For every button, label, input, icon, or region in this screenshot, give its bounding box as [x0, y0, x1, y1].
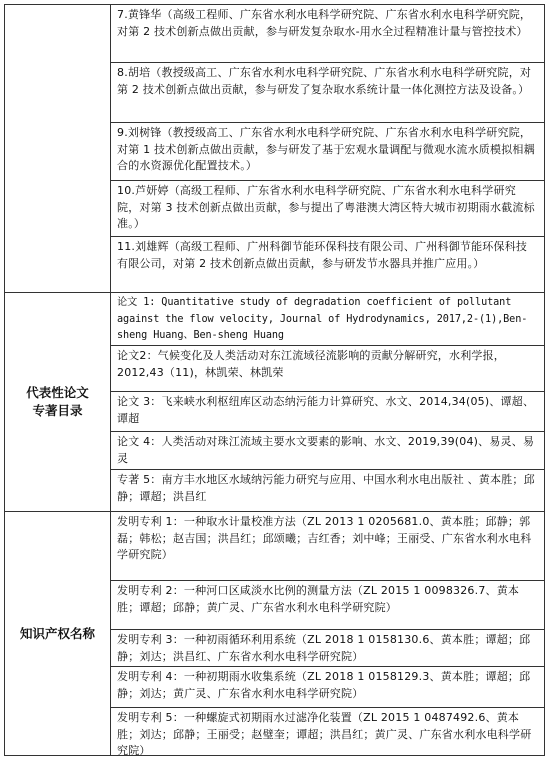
- paper-row: 论文 4：人类活动对珠江流域主要水文要素的影响、水文、2019,39(04)、易灵、易灵: [111, 431, 544, 469]
- document-table: [4, 4, 545, 756]
- paper-row: 论文 1: Quantitative study of degradation coefficient of pollutant against the flow velocity, Journal of Hydrodynamics, 2017,2-(1),Ben-sheng Huang、Ben-sheng Huang: [117, 297, 528, 341]
- participant-row: 7.黄锋华（高级工程师、广东省水利水电科学研究院、广东省水利水电科学研究院，对第 2 技术创新点做出贡献，参与研发复杂取水-用水全过程精准计量与管控技术）: [117, 8, 532, 38]
- papers-label: [5, 293, 111, 511]
- participant-row: 10.芦妍婷（高级工程师、广东省水利水电科学研究院、广东省水利水电科学研究院，对第 3 技术创新点做出贡献，参与提出了粤港澳大湾区特大城市初期雨水截流标准。）: [111, 180, 544, 236]
- ip-label: 知识产权名称: [5, 512, 111, 755]
- participant-row: 8.胡培（教授级高工、广东省水利水电科学研究院、广东省水利水电科学研究院，对第 2 技术创新点做出贡献，参与研发了复杂取水系统计量一体化测控方法及设备。）: [111, 62, 544, 122]
- patent-row: 发明专利 3：一种初雨循环利用系统（ZL 2018 1 0158130.6、黄本胜；谭超；邱静；刘达；洪昌红、广东省水利水电科学研究院）: [111, 629, 544, 666]
- papers-label-line2: 专著目录: [32, 403, 83, 418]
- participant-row: 11.刘雄辉（高级工程师、广州科御节能环保科技有限公司、广州科御节能环保科技有限公司，对第 2 技术创新点做出贡献，参与研发节水器具并推广应用。）: [111, 236, 544, 292]
- ip-section: [5, 511, 544, 755]
- monograph-row: 专著 5：南方丰水地区水域纳污能力研究与应用、中国水利水电出版社 、黄本胜；邱静；谭超；洪昌红: [111, 469, 544, 512]
- papers-section: [5, 292, 544, 511]
- participant-row: 9.刘树锋（教授级高工、广东省水利水电科学研究院、广东省水利水电科学研究院，对第 1 技术创新点做出贡献，参与研发了基于宏观水量调配与微观水流水质模拟相耦合的水资源优化配置技术。）: [111, 122, 544, 180]
- patent-row: 发明专利 1：一种取水计量校准方法（ZL 2013 1 0205681.0、黄本胜；邱静；郭磊；韩松；赵吉国；洪昌红；邱颂曦；吉红香；刘中峰；王丽受、广东省水利水电科学研究院）: [117, 515, 532, 561]
- participants-label-cell: [5, 5, 111, 292]
- papers-label-line1: 代表性论文: [26, 385, 89, 400]
- paper-row: 论文 3：飞来峡水利枢纽库区动态纳污能力计算研究、水文、2014,34(05)、谭超、谭超: [111, 391, 544, 431]
- patent-row: 发明专利 4：一种初期雨水收集系统（ZL 2018 1 0158129.3、黄本胜；谭超；邱静；刘达；黄广灵、广东省水利水电科学研究院）: [111, 666, 544, 707]
- patent-row: 发明专利 2：一种河口区咸淡水比例的测量方法（ZL 2015 1 0098326.7、黄本胜；谭超；邱静；黄广灵、广东省水利水电科学研究院）: [111, 580, 544, 629]
- paper-row: 论文2：气候变化及人类活动对东江流域径流影响的贡献分解研究，水利学报，2012,43（11)，林凯荣、林凯荣: [111, 345, 544, 391]
- participants-section: [5, 5, 544, 292]
- patent-row: 发明专利 5：一种螺旋式初期雨水过滤净化装置（ZL 2015 1 0487492.6、黄本胜；刘达；邱静；王丽受；赵璧奎；谭超；洪昌红；黄广灵、广东省水利水电科学研究院）: [111, 707, 544, 756]
